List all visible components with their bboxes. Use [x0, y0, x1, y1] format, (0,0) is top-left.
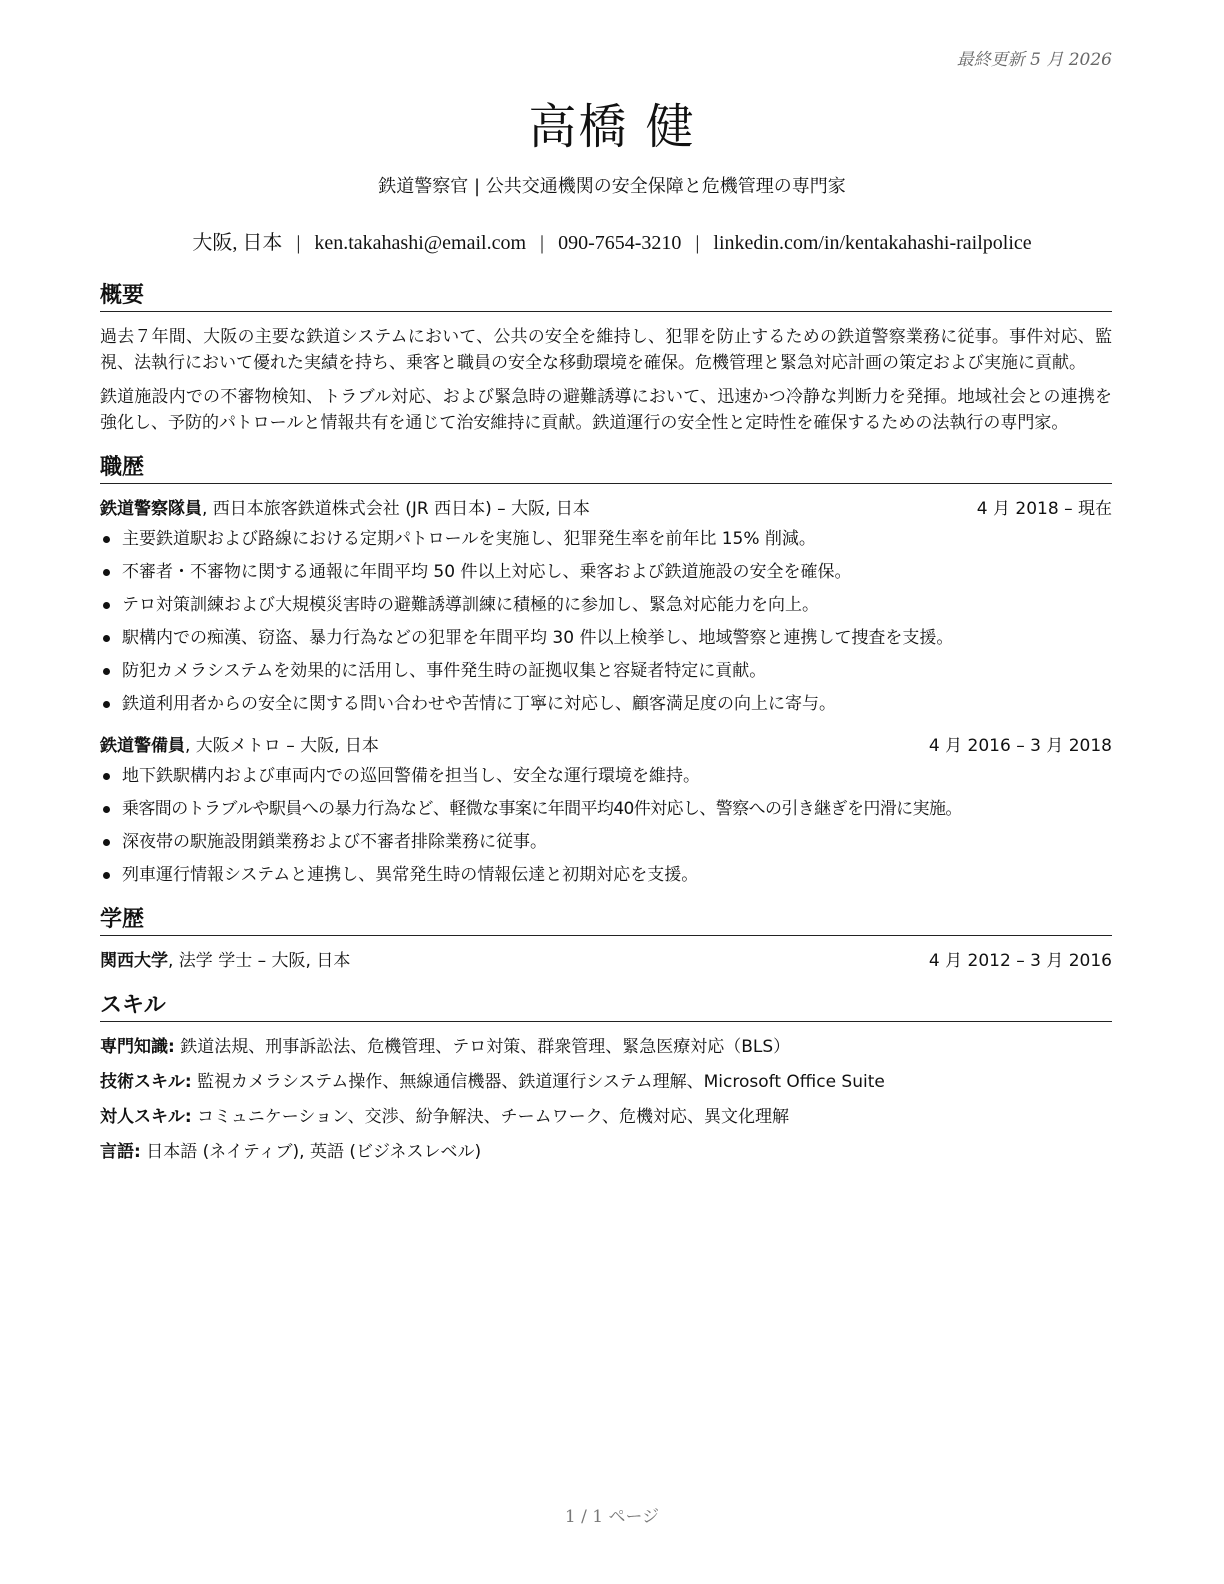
education-entry — [100, 948, 1112, 974]
job-title-line — [100, 733, 379, 759]
skill-label: 言語: — [100, 1142, 141, 1162]
last-updated: 最終更新 5 月 2026 — [956, 50, 1112, 70]
job-organization: , 西日本旅客鉄道株式会社 (JR 西日本) – 大阪, 日本 — [202, 499, 590, 519]
job-bullet: 乗客間のトラブルや駅員への暴力行為など、軽微な事案に年間平均40件対応し、警察への引き継ぎを円滑に実施。 — [100, 796, 1112, 822]
job-entry — [100, 496, 1112, 717]
job-title-line — [100, 496, 590, 522]
job-bullet: 地下鉄駅構内および車両内での巡回警備を担当し、安全な運行環境を維持。 — [100, 763, 1112, 789]
skill-row — [100, 1069, 1112, 1095]
contact-separator: | — [695, 232, 700, 254]
education-school: 関西大学 — [100, 951, 168, 971]
skill-row — [100, 1139, 1112, 1165]
skill-value: 監視カメラシステム操作、無線通信機器、鉄道運行システム理解、Microsoft Office Suite — [191, 1072, 885, 1092]
skills-section — [100, 988, 1112, 1165]
candidate-name: 高橋 健 — [528, 99, 696, 155]
page-indicator: 1 / 1 ページ — [564, 1507, 660, 1527]
section-title-skills: スキル — [100, 988, 1112, 1022]
skill-row — [100, 1104, 1112, 1130]
section-title-education: 学歴 — [100, 902, 1112, 936]
job-entry — [100, 733, 1112, 888]
education-dates: 4 月 2012 – 3 月 2016 — [928, 951, 1112, 971]
contact-separator: | — [540, 232, 545, 254]
job-bullet: 深夜帯の駅施設閉鎖業務および不審者排除業務に従事。 — [100, 829, 1112, 855]
job-bullet: 鉄道利用者からの安全に関する問い合わせや苦情に丁寧に対応し、顧客満足度の向上に寄与。 — [100, 691, 1112, 717]
contact-separator: | — [296, 232, 301, 254]
job-bullet: 主要鉄道駅および路線における定期パトロールを実施し、犯罪発生率を前年比 15% 削減。 — [100, 526, 1112, 552]
education-degree: , 法学 学士 – 大阪, 日本 — [168, 951, 351, 971]
job-bullet: テロ対策訓練および大規模災害時の避難誘導訓練に積極的に参加し、緊急対応能力を向上。 — [100, 592, 1112, 618]
section-title-experience: 職歴 — [100, 450, 1112, 484]
summary-paragraph: 鉄道施設内での不審物検知、トラブル対応、および緊急時の避難誘導において、迅速かつ冷静な判断力を発揮。地域社会との連携を強化し、予防的パトロールと情報共有を通じて治安維持に貢献。鉄道運行の安全性と定時性を確保するための法執行の専門家。 — [100, 387, 1112, 433]
job-bullet: 不審者・不審物に関する通報に年間平均 50 件以上対応し、乗客および鉄道施設の安全を確保。 — [100, 559, 1112, 585]
job-organization: , 大阪メトロ – 大阪, 日本 — [185, 736, 379, 756]
job-dates: 4 月 2016 – 3 月 2018 — [928, 736, 1112, 756]
skill-label: 対人スキル: — [100, 1107, 192, 1127]
skill-value: 日本語 (ネイティブ), 英語 (ビジネスレベル) — [140, 1142, 482, 1162]
job-role: 鉄道警備員 — [100, 736, 185, 756]
job-bullets — [100, 763, 1112, 888]
education-section — [100, 902, 1112, 974]
skill-value: 鉄道法規、刑事訴訟法、危機管理、テロ対策、群衆管理、緊急医療対応（BLS） — [174, 1037, 791, 1057]
job-dates: 4 月 2018 – 現在 — [976, 499, 1112, 519]
resume-content — [100, 278, 1112, 1179]
tagline: 鉄道警察官 | 公共交通機関の安全保障と危機管理の専門家 — [378, 176, 846, 197]
skill-label: 専門知識: — [100, 1037, 175, 1057]
contact-phone: 090-7654-3210 — [558, 232, 682, 254]
job-header — [100, 496, 1112, 522]
education-title-line — [100, 948, 350, 974]
contact-line — [0, 226, 1224, 255]
job-role: 鉄道警察隊員 — [100, 499, 202, 519]
contact-location: 大阪, 日本 — [192, 232, 283, 254]
summary-section — [100, 278, 1112, 436]
job-bullets — [100, 526, 1112, 717]
skill-row — [100, 1034, 1112, 1060]
job-bullet: 防犯カメラシステムを効果的に活用し、事件発生時の証拠収集と容疑者特定に貢献。 — [100, 658, 1112, 684]
section-title-summary: 概要 — [100, 278, 1112, 312]
experience-section — [100, 450, 1112, 888]
summary-paragraph: 過去７年間、大阪の主要な鉄道システムにおいて、公共の安全を維持し、犯罪を防止するための鉄道警察業務に従事。事件対応、監視、法執行において優れた実績を持ち、乗客と職員の安全な移動環境を確保。危機管理と緊急対応計画の策定および実施に貢献。 — [100, 327, 1112, 373]
contact-email[interactable]: ken.takahashi@email.com — [314, 232, 527, 254]
job-header — [100, 733, 1112, 759]
contact-linkedin[interactable]: linkedin.com/in/kentakahashi-railpolice — [713, 232, 1032, 254]
job-bullet: 列車運行情報システムと連携し、異常発生時の情報伝達と初期対応を支援。 — [100, 862, 1112, 888]
skill-value: コミュニケーション、交渉、紛争解決、チームワーク、危機対応、異文化理解 — [191, 1107, 789, 1127]
skill-label: 技術スキル: — [100, 1072, 192, 1092]
job-bullet: 駅構内での痴漢、窃盗、暴力行為などの犯罪を年間平均 30 件以上検挙し、地域警察と連携して捜査を支援。 — [100, 625, 1112, 651]
